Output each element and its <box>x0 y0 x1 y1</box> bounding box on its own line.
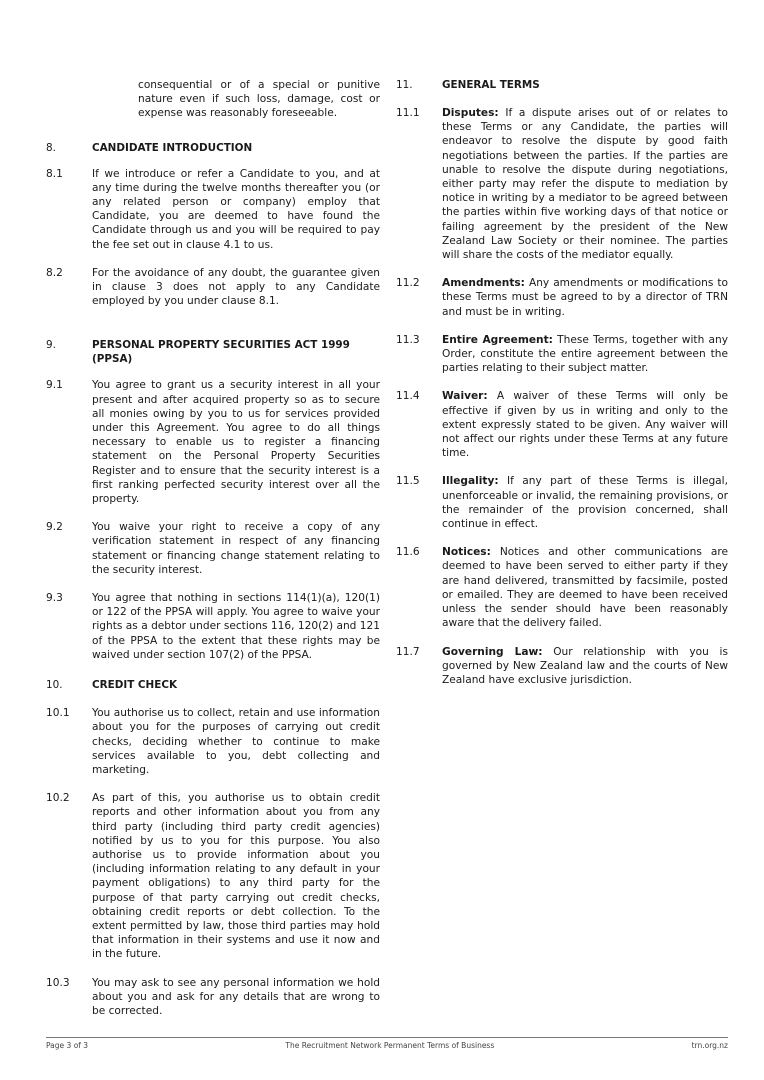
clause-number: 11.1 <box>396 107 420 119</box>
section-number: 9. <box>46 339 56 352</box>
clause-text: As part of this, you authorise us to obtain credit reports and other information about you from any third party (including third party credit agencies) notified by us to you for this purpose. You also authorise us to provide information about you (including information relating to any default in your payment obligations) to any third party for the purpose of that party carrying out credit checks, obtaining credit reports or debt collection. To the extent permitted by law, those third parties may hold that information in their systems and use it now and in the future. <box>92 792 380 961</box>
clause-9-2 <box>46 520 380 577</box>
clause-text <box>442 276 728 319</box>
clause-11-4 <box>396 389 728 460</box>
section-heading-11 <box>396 78 728 92</box>
clause-term: Illegality: <box>442 475 499 488</box>
clause-term: Entire Agreement: <box>442 333 553 346</box>
clause-text <box>442 474 728 531</box>
clause-term: Governing Law: <box>442 645 543 658</box>
page-footer <box>46 1037 728 1050</box>
clause-10-2 <box>46 791 380 961</box>
section-number: 11. <box>396 79 413 91</box>
section-title: CANDIDATE INTRODUCTION <box>92 141 253 154</box>
clause-text: You waive your right to receive a copy of any verification statement in respect of any financing statement or financing change statement relating to the security interest. <box>92 521 380 576</box>
website-link[interactable]: trn.org.nz <box>691 1041 728 1050</box>
clause-text <box>442 389 728 460</box>
clause-body: Our relationship with you is governed by New Zealand law and the courts of New Zealand have exclusive jurisdiction. <box>442 645 728 686</box>
clause-9-3 <box>46 591 380 662</box>
clause-text <box>442 106 728 262</box>
clause-11-7 <box>396 645 728 688</box>
clause-number: 9.2 <box>46 521 63 534</box>
clause-text: You may ask to see any personal information we hold about you and ask for any details that are wrong to be corrected. <box>92 976 380 1017</box>
clause-text <box>442 333 728 376</box>
clause-body: A waiver of these Terms will only be effective if given by us in writing and only to the extent expressly stated to be given. Any waiver will not affect our rights under these Terms at any future time. <box>442 390 728 460</box>
right-column <box>396 78 728 687</box>
clause-number: 11.2 <box>396 277 420 290</box>
section-number: 10. <box>46 679 63 692</box>
clause-body: Notices and other communications are deemed to have been served to either party if they are hand delivered, transmitted by facsimile, posted or emailed. They are deemed to have been received unless the sender should have been reasonably aware that the delivery failed. <box>442 546 728 630</box>
clause-number: 9.3 <box>46 592 63 605</box>
clause-text: For the avoidance of any doubt, the guarantee given in clause 3 does not apply to any Candidate employed by you under clause 8.1. <box>92 266 380 308</box>
section-heading-10 <box>46 678 380 692</box>
clause-8-1 <box>46 167 380 252</box>
clause-number: 10.2 <box>46 792 70 805</box>
clause-text <box>442 545 728 630</box>
left-column <box>46 78 380 1018</box>
section-heading-9 <box>46 338 380 366</box>
section-heading-8 <box>46 141 380 155</box>
clause-body: If any part of these Terms is illegal, unenforceable or invalid, the remaining provisions, or the remainder of the provision concerned, shall continue in effect. <box>442 475 728 531</box>
continuation-paragraph: consequential or of a special or punitive nature even if such loss, damage, cost or expense was reasonably foreseeable. <box>138 79 380 120</box>
clause-10-3 <box>46 976 380 1019</box>
clause-11-2 <box>396 276 728 319</box>
clause-text: You agree to grant us a security interest in all your present and after acquired property so as to secure all monies owing by you to us for services provided under this Agreement. You agree to do all things necessary to enable us to register a financing statement on the Personal Property Securities Register and to ensure that the security interest is a first ranking perfected security interest over all the property. <box>92 379 380 506</box>
clause-number: 10.1 <box>46 707 70 720</box>
section-number: 8. <box>46 141 56 154</box>
clause-number: 8.1 <box>46 167 63 180</box>
clause-body: Any amendments or modifications to these Terms must be agreed to by a director of TRN and must be in writing. <box>442 277 728 318</box>
clause-number: 9.1 <box>46 379 63 392</box>
clause-text: If we introduce or refer a Candidate to you, and at any time during the twelve months thereafter you (or any related person or company) employ that Candidate, you are deemed to have found the Candidate through us and you will be required to pay the fee set out in clause 4.1 to us. <box>92 167 380 251</box>
clause-9-1 <box>46 378 380 506</box>
section-title: PERSONAL PROPERTY SECURITIES ACT 1999 (PPSA) <box>92 339 350 366</box>
clause-number: 11.4 <box>396 390 420 403</box>
clause-term: Notices: <box>442 546 491 559</box>
page-number: Page 3 of 3 <box>46 1041 89 1050</box>
clause-number: 11.5 <box>396 475 420 488</box>
section-title: CREDIT CHECK <box>92 679 178 692</box>
clause-text <box>442 645 728 688</box>
clause-text: You authorise us to collect, retain and use information about you for the purposes of carrying out credit checks, deciding whether to continue to make services available to you, debt collecting and marketing. <box>92 707 380 776</box>
clause-term: Disputes: <box>442 107 499 119</box>
section-title: GENERAL TERMS <box>442 79 540 91</box>
clause-number: 11.3 <box>396 333 420 346</box>
clause-11-1 <box>396 106 728 262</box>
clause-number: 11.6 <box>396 546 420 559</box>
clause-number: 11.7 <box>396 645 420 658</box>
clause-number: 10.3 <box>46 976 70 989</box>
clause-11-3 <box>396 333 728 376</box>
clause-number: 8.2 <box>46 266 63 279</box>
clause-text: You agree that nothing in sections 114(1)(a), 120(1) or 122 of the PPSA will apply. You agree to waive your rights as a debtor under sections 116, 120(2) and 121 of the PPSA to the extent that these rights may be waived under section 107(2) of the PPSA. <box>92 592 380 661</box>
clause-term: Amendments: <box>442 277 525 290</box>
clause-11-6 <box>396 545 728 630</box>
clause-10-1 <box>46 706 380 777</box>
clause-body: These Terms, together with any Order, constitute the entire agreement between the parties relating to their subject matter. <box>442 333 729 375</box>
clause-body: If a dispute arises out of or relates to these Terms or any Candidate, the parties will endeavor to resolve the dispute by good faith negotiations between the parties. If the parties are unable to resolve the dispute during negotiations, either party may refer the dispute to mediation by notice in writing by a mediator to be agreed between the parties within five working days of that notice or failing agreement by the president of the New Zealand Law Society or their nominee. The parties will share the costs of the mediator equally. <box>442 107 728 262</box>
clause-term: Waiver: <box>442 390 488 403</box>
clause-8-2 <box>46 266 380 309</box>
clause-11-5 <box>396 474 728 531</box>
document-title: The Recruitment Network Permanent Terms of Business <box>285 1041 495 1050</box>
